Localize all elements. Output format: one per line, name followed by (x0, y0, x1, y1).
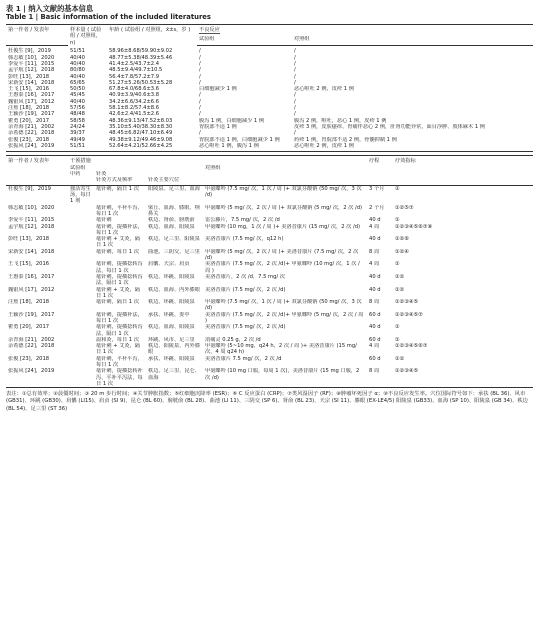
t2-cell-outcome: ①②③④⑤⑦ (395, 311, 423, 318)
t1-cell-exp: 恶心呕吐 1 例，腹泻 1 例 (199, 142, 259, 149)
table-notes: 表注：①总有效率；②晨僵时间；③ 20 m 步行时间；④关节肿胀指数；⑤红细胞沉降率 (ESR)；⑥ C 反应蛋白 (CRP)；⑦类风湿因子 (RF)；⑧肿瘤坏死因子 α；⑨不良反应发生率。穴位国际符号如下：承扶 (BL 36)、风市 (GB31)、环跳 (GB30)、肩髃 (LI15)、肩贞 (SI 9)、昆仑 (BL 60)、膀胱俞 (BL 28)、曲池 (LI 11)、三阴交 (SP 6)、肾俞 (BL 23)、天宗 (SI 11)、膝眼 (EX-LE4/5) 阳陵泉 (GB33)、血海 (SP 10)、阳陵泉 (GB 34)、秩边 (BL 54)、足三里 (ST 36) (6, 391, 528, 412)
t2-cell-course: 8 周 (369, 368, 380, 375)
t1-cell-exp: / (199, 111, 201, 118)
t2-cell-points: 秩边、血海、阳陵泉 (148, 324, 195, 331)
t2-cell-ctrl: 甲氨蝶呤 (5 mg/ 次，2 次 / 周 )+ 双氯芬酸钠 (5 mg/ 次，2 次 /d) (205, 204, 363, 211)
t1-cell-author: 李爱平 [11]，2015 (8, 60, 55, 67)
t2-cell-course: 60 d (369, 311, 381, 318)
t1-cell-sample: 40/40 (70, 60, 85, 67)
table-row (6, 324, 533, 337)
t1-cell-exp: / (199, 79, 201, 86)
t2-cell-ctrl: 甲氨蝶呤 (7.5 mg/ 次，1 次 / 周 )+ 双氯芬酸钠 (50 mg/ 次，3 次 /d) (205, 185, 362, 199)
t1-cell-author: 韩志敏 [10]，2020 (8, 54, 55, 61)
t2-cell-tcm (68, 224, 94, 237)
t1-cell-sample: 51/51 (70, 47, 85, 54)
t1-cell-age: 52.64±4.21/52.66±4.25 (109, 142, 173, 149)
t2-cell-ctrl: 甲氨蝶呤 (10 mg，1 次 / 周 )+ 美洛昔康片 (15 mg/ 次，2 次 /d) (205, 223, 361, 230)
t1-cell-exp: 胃脘部不适 1 例 (199, 123, 237, 130)
t2-header-tcm: 中药 (70, 170, 81, 177)
t2-cell-points: 承扶、环跳、阳陵泉 (148, 355, 195, 362)
t2-cell-outcome: ① (395, 261, 400, 268)
t1-cell-exp: 胃脘部不适 1 例，白细胞减少 1 例 (199, 136, 280, 143)
t1-cell-age: 42.6±2.4/41.5±2.6 (109, 111, 160, 118)
t1-header-exp: 试验组 (197, 36, 292, 46)
t1-cell-ctrl: / (294, 111, 296, 118)
t1-cell-exp: / (199, 67, 201, 74)
t1-cell-age: 48.36±9.13/47.52±8.03 (109, 117, 173, 124)
t2-cell-author: 李爱平 [11]，2015 (8, 217, 55, 224)
t2-cell-author: 彭旺 [13]，2018 (8, 236, 50, 243)
table-row (6, 185, 533, 204)
table-row (6, 261, 533, 274)
table-row (6, 249, 533, 262)
t2-cell-ctrl: 美洛昔康片 7.5 mg/ 次，2 次 /d (205, 355, 282, 362)
t2-cell-outcome: ①②③④⑤⑥⑦⑧ (395, 223, 433, 230)
t1-cell-sample: 80/80 (70, 67, 85, 74)
t2-cell-outcome: ①②③④⑤⑥⑦ (395, 343, 428, 350)
t1-cell-ctrl: / (294, 98, 296, 105)
t2-cell-ctrl: 甲氨蝶呤 (10 mg 口服，每周 1 次)，美洛昔康片 (15 mg 口服，2 次 /d) (205, 368, 360, 381)
t2-cell-tcm (68, 274, 94, 287)
t2-cell-ctrl: 美洛昔康片，2 次 /d，7.5 mg/ 次 (205, 273, 285, 280)
t1-cell-exp: / (199, 105, 201, 112)
t2-cell-author: 宋新安 [14]，2018 (8, 248, 55, 255)
t1-cell-author: 余希德 [22]，2018 (8, 130, 55, 137)
t1-cell-author: 王飞 [15]，2016 (8, 86, 50, 93)
t1-header-author: 第一作者 / 发表年 (8, 27, 50, 33)
t1-cell-sample: 24/24 (70, 123, 85, 130)
t1-cell-age: 67.8±4.0/68.6±3.6 (109, 86, 160, 93)
t2-header-exp: 试验组 (70, 164, 86, 171)
t2-cell-points: 秩边、血海、阳陵泉 (148, 223, 195, 230)
t2-cell-author: 汪蕉 [18]，2018 (8, 299, 50, 306)
t2-cell-method: 毫针刺 + 艾灸，隔日 1 次 (96, 236, 140, 249)
t2-cell-outcome: ①②④ (395, 248, 409, 255)
t2-cell-outcome: ①② (395, 286, 405, 293)
t2-cell-outcome: ① (395, 336, 400, 343)
t1-cell-ctrl: / (294, 92, 296, 99)
t2-cell-tcm (68, 205, 94, 218)
t1-cell-sample: 51/51 (70, 142, 85, 149)
t1-cell-exp: / (199, 48, 201, 55)
t2-cell-course: 40 d (369, 236, 381, 243)
t1-cell-age: 40.9±3.9/40.6±3.8 (109, 92, 160, 99)
t2-cell-tcm (68, 343, 94, 356)
t1-cell-age: 58.1±8.2/57.4±8.6 (109, 105, 160, 112)
t2-cell-outcome: ①②③④⑤ (395, 368, 419, 375)
t2-cell-tcm (68, 261, 94, 274)
table1-title-en: Table 1 | Basic information of the included literatures (6, 13, 211, 21)
table-row (6, 356, 533, 369)
t1-cell-age: 41.4±2.5/43.7±2.4 (109, 60, 160, 67)
t2-cell-outcome: ① (395, 324, 400, 331)
t1-cell-ctrl: / (294, 79, 296, 86)
t1-cell-ctrl: / (294, 105, 296, 112)
t2-cell-author: 王飞 [15]，2016 (8, 261, 50, 268)
t1-cell-author: 汪蕉 [18]，2018 (8, 105, 50, 112)
t2-cell-author: 张俊 [23]，2018 (8, 355, 50, 362)
t2-cell-points: 承扶、环跳、委中 (148, 311, 190, 318)
t1-cell-ctrl: 恶心呕吐 2 例，皮疹 1 例 (294, 142, 354, 149)
table-row (6, 299, 533, 312)
t2-cell-method: 毫针刺，平补平泻，每日 1 次 (96, 355, 143, 369)
table2 (6, 155, 533, 388)
t1-cell-author: 彭旺 [13]，2018 (8, 73, 50, 80)
t2-header-intervention: 干预措施 (70, 158, 91, 165)
t1-cell-ctrl: / (294, 60, 296, 67)
t2-cell-method: 毫针刺，每日 1 次 (96, 248, 139, 255)
t2-cell-course: 4 周 (369, 223, 380, 230)
t2-cell-author: 余青海 [21]，2002 (8, 336, 55, 343)
t2-cell-course: 40 d (369, 273, 381, 280)
t1-cell-author: 宋新安 [14]，2018 (8, 79, 55, 86)
t2-cell-method: 毫针刺 (96, 217, 112, 224)
t1-cell-exp: / (199, 54, 201, 61)
t1-header-age: 年龄 ( 试验组 / 对照组，x̄±s，岁 ) (109, 27, 191, 33)
t2-cell-course: 40 d (369, 286, 381, 293)
t1-cell-exp: 腹泻 1 例，白细胞减少 1 例 (199, 117, 265, 124)
t2-cell-ctrl: 美洛昔康片 (7.5 mg/ 次，q12 h) (205, 236, 284, 243)
t2-cell-author: 韩志敏 [10]，2020 (8, 204, 55, 211)
t2-cell-author: 魏银风 [17]，2012 (8, 286, 55, 293)
t2-cell-outcome: ① (395, 185, 400, 192)
t2-header-method: 针灸方式及频率 (94, 177, 146, 185)
t1-cell-exp: / (199, 60, 201, 67)
t2-cell-method: 毫针刺，隔日 1 次 (96, 299, 139, 306)
t2-cell-tcm (68, 249, 94, 262)
t1-cell-exp: / (199, 98, 201, 105)
t1-cell-age: 49.38±9.12/49.46±9.08 (109, 136, 173, 143)
t1-cell-ctrl: / (294, 130, 296, 137)
t2-cell-outcome: ①②⑥ (395, 236, 409, 243)
t1-cell-age: 56.4±7.8/57.2±7.9 (109, 73, 160, 80)
table-row (6, 224, 533, 237)
t2-cell-author: 王颖沙 [19]，2017 (8, 311, 55, 318)
t1-cell-sample: 40/40 (70, 98, 85, 105)
t2-cell-ctrl: 美洛昔康片 (7.5 mg/ 次，2 次 /d) (205, 324, 286, 331)
t2-header-author: 第一作者 / 发表年 (8, 158, 50, 165)
t2-cell-ctrl: 消痛灵 0.25 g，2 次 /d (205, 336, 261, 343)
t2-cell-method: 毫针刺 + 艾灸，隔日 1 次 (96, 286, 140, 299)
t2-cell-method: 毫针刺，提插补法，每日 1 次 (96, 223, 143, 236)
t2-cell-course: 8 周 (369, 299, 380, 306)
t2-cell-points: 秩边、血海、内外膝眼 (148, 286, 200, 293)
t1-cell-sample: 45/45 (70, 92, 85, 99)
t2-cell-points: 曲池、三阴交、足三里 (148, 248, 200, 255)
table-row (6, 143, 533, 152)
t2-cell-course: 40 d (369, 217, 381, 224)
t1-cell-ctrl: / (294, 48, 296, 55)
table-row (6, 274, 533, 287)
t2-cell-course: 4 周 (369, 343, 380, 350)
t1-cell-author: 瞿勇 [20]，2017 (8, 117, 50, 124)
t1-cell-age: 48.45±6.82/47.10±6.49 (109, 130, 173, 137)
t1-cell-author: 王惠泰 [16]，2017 (8, 92, 55, 99)
t2-cell-points: 秩边、阳陵泉、内外膝眼 (148, 343, 200, 356)
t1-cell-ctrl: / (294, 73, 296, 80)
table-row (6, 287, 533, 300)
t1-cell-sample: 39/37 (70, 130, 85, 137)
t2-cell-tcm (68, 356, 94, 369)
t1-cell-sample: 50/50 (70, 86, 85, 93)
t1-cell-exp: / (199, 92, 201, 99)
t1-cell-author: 魏银风 [17]，2012 (8, 98, 55, 105)
t1-cell-age: 48.5±9.4/49.7±10.5 (109, 67, 163, 74)
t2-header-acu: 针灸 (96, 170, 107, 177)
t2-cell-tcm (68, 312, 94, 325)
t1-cell-ctrl: 恶心呕吐 2 例，皮疹 1 例 (294, 86, 354, 93)
t2-cell-author: 王惠泰 [16]，2017 (8, 273, 55, 280)
t1-cell-ctrl: 皮疹 3 例，皮肤瘙痒、胃痛伴恶心 2 例，肝肾功能异常，面目浮肿、肢体麻木 1 例 (294, 123, 485, 130)
t2-cell-points: 秩边、足三里、阳陵泉 (148, 236, 200, 243)
t2-cell-outcome: ① (395, 217, 400, 224)
t1-cell-sample: 40/40 (70, 54, 85, 61)
t1-cell-ctrl: / (294, 54, 296, 61)
t2-cell-method: 温和灸，每日 1 次 (96, 336, 139, 343)
table1 (6, 24, 533, 152)
t2-cell-outcome: ①②③④⑤ (395, 299, 419, 306)
t2-cell-ctrl: 美洛昔康片 (7.5 mg/ 次，2 次 /d) (205, 286, 286, 293)
table-row (6, 368, 533, 387)
table-row (6, 46, 533, 55)
t1-cell-author: 张俊 [23]，2018 (8, 136, 50, 143)
t2-header-course: 疗程 (369, 158, 380, 165)
t2-cell-tcm: 独活寄生汤，每日 1 剂 (70, 185, 91, 205)
t2-cell-author: 余希德 [22]，2018 (8, 343, 55, 350)
t1-header-sample: 样本量 ( 试验组 / 对照组，n) (70, 27, 102, 46)
t1-cell-sample: 40/40 (70, 73, 85, 80)
t2-cell-method: 毫针刺，提插捻转泻法，隔日 1 次 (96, 324, 143, 337)
t2-cell-tcm (68, 324, 94, 337)
t2-cell-ctrl: 甲氨蝶呤 (5~10 mg，q24 h，2 次 / 周 )+ 美洛昔康片 (15 mg/ 次，4 周 q24 h) (205, 343, 357, 356)
t2-cell-points: 梁丘、血海、膝眼、犊鼻关 (148, 204, 200, 217)
t2-header-outcome: 疗效指标 (395, 158, 416, 165)
t2-cell-points: 环跳、风市、足三里 (148, 336, 195, 343)
t1-cell-sample: 65/65 (70, 79, 85, 86)
t2-cell-course: 4 周 (369, 261, 380, 268)
t2-cell-tcm (68, 287, 94, 300)
t2-cell-author: 孟宇航 [12]，2018 (8, 223, 55, 230)
t2-cell-author: 杜俊生 [9]，2019 (8, 185, 51, 192)
t1-cell-exp: / (199, 73, 201, 80)
t1-header-ctrl: 对照组 (292, 36, 533, 46)
t1-cell-author: 杜俊生 [9]，2019 (8, 48, 51, 55)
t2-cell-points: 秩边、环跳、阳陵泉 (148, 299, 195, 306)
t1-cell-author: 张振风 [24]，2019 (8, 142, 55, 149)
t2-cell-points: 肩髃、天宗、肩贞 (148, 261, 190, 268)
t1-cell-author: 余青海 [21]，2002 (8, 123, 55, 130)
t2-cell-points: 秩边、环跳、阳陵泉 (148, 273, 195, 280)
t2-cell-course: 8 周 (369, 248, 380, 255)
t1-cell-sample: 48/48 (70, 111, 85, 118)
t2-cell-outcome: ①② (395, 355, 405, 362)
t2-cell-ctrl: 甲氨蝶呤 (5 mg/ 次，2 次 / 周 )+ 美洛昔康片 (7.5 mg/ 次，2 次 /d) (205, 248, 359, 262)
t2-cell-ctrl: 美洛昔康片 (7.5 mg/ 次，2 次 /d)+ 甲氨蝶呤 (5 mg/ 次，2 次 / 周 ) (205, 311, 364, 324)
t2-cell-method: 毫针刺，提插捻转补泻，平补平泻法，每日 1 次 (96, 368, 143, 387)
t1-cell-author: 孟宇航 [12]，2018 (8, 67, 55, 74)
t1-cell-age: 48.77±5.38/48.39±5.46 (109, 54, 173, 61)
t2-cell-method: 毫针刺 + 艾灸，隔日 1 次 (96, 343, 140, 356)
t2-cell-points: 阳陵泉、足三里、血海 (148, 185, 200, 192)
t2-header-ctrl: 对照组 (205, 164, 221, 171)
t1-cell-age: 34.2±6.6/34.2±6.6 (109, 98, 160, 105)
table1-title-cn: 表 1 | 纳入文献的基本信息 (6, 4, 94, 13)
t2-cell-course: 3 个月 (369, 185, 385, 192)
t2-cell-tcm (68, 236, 94, 249)
t1-cell-exp: 白细胞减少 1 例 (199, 86, 237, 93)
t2-cell-method: 毫针刺，隔日 1 次 (96, 185, 139, 192)
t2-cell-points: 秩边、肾俞、膀胱俞 (148, 217, 195, 224)
t2-cell-method: 毫针刺，提插捻转泻法，隔日 1 次 (96, 273, 143, 287)
t2-cell-method: 毫针刺，平补平泻，每日 1 次 (96, 204, 143, 217)
t2-cell-outcome: ①②⑤⑦ (395, 204, 414, 211)
t2-cell-course: 2 个月 (369, 204, 385, 211)
t2-cell-outcome: ①② (395, 273, 405, 280)
t2-cell-tcm (68, 368, 94, 387)
t2-cell-course: 40 d (369, 324, 381, 331)
t1-cell-author: 王颖沙 [19]，2017 (8, 111, 55, 118)
t2-cell-course: 60 d (369, 336, 381, 343)
t1-header-adverse: 不良反应 (199, 27, 220, 33)
table-row (6, 312, 533, 325)
t2-cell-ctrl: 甲氨蝶呤 (7.5 mg/ 次，1 次 / 周 )+ 双氯芬酸钠 (50 mg/ 次，3 次 /d) (205, 299, 362, 312)
table-row (6, 205, 533, 218)
t1-cell-age: 35.10±5.40/38.30±8.30 (109, 123, 173, 130)
t2-cell-ctrl: 雷公藤片，7.5 mg/ 次，2 次 /d (205, 217, 280, 224)
t2-cell-ctrl: 美洛昔康片 (7.5 mg/ 次，2 次 /d)+ 甲氨蝶呤 (10 mg/ 次，1 次 / 周 ) (205, 261, 360, 274)
table-row (6, 236, 533, 249)
t2-cell-tcm (68, 299, 94, 312)
table-row (6, 343, 533, 356)
t1-cell-ctrl: 腹泻 2 例，呕吐，恶心 1 例，皮疹 1 例 (294, 117, 387, 124)
t1-cell-sample: 57/56 (70, 105, 85, 112)
t2-cell-points: 秩边、足三里、昆仑、血海 (148, 368, 200, 381)
t1-cell-ctrl: / (294, 67, 296, 74)
t2-cell-method: 毫针刺，提插捻转泻法，每日 1 次 (96, 261, 143, 274)
t2-cell-course: 60 d (369, 355, 381, 362)
t1-cell-sample: 58/58 (70, 117, 85, 124)
t2-header-points: 针灸主要穴位 (146, 177, 203, 185)
t2-cell-author: 瞿勇 [20]，2017 (8, 324, 50, 331)
t1-cell-exp: / (199, 130, 201, 137)
t2-cell-method: 毫针刺，提插补法，每日 1 次 (96, 311, 143, 324)
t1-cell-ctrl: 药疹 1 例，胃脘部不适 2 例，骨髓抑制 1 例 (294, 136, 397, 143)
t1-cell-age: 58.96±8.68/59.90±9.02 (109, 47, 173, 54)
t2-cell-author: 张振风 [24]，2019 (8, 368, 55, 375)
t1-cell-sample: 49/49 (70, 136, 85, 143)
t1-cell-age: 51.27±5.26/50.53±5.28 (109, 79, 173, 86)
